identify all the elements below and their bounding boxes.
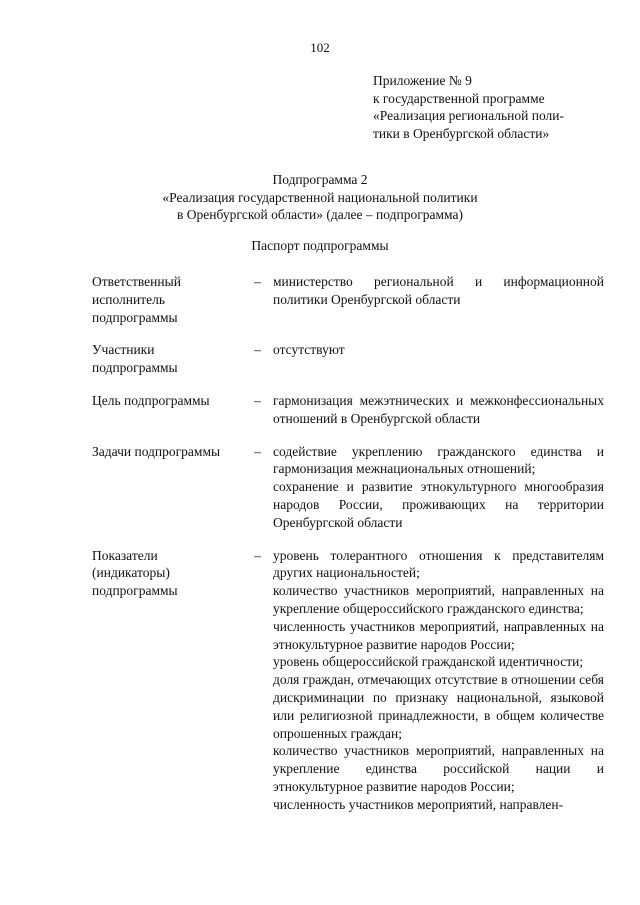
row-dash: – [254, 443, 261, 459]
value-paragraph: количество участников мероприятий, направленных на укрепление общероссийского гражданского единства; [273, 583, 604, 616]
subprogram-title [0, 171, 640, 224]
value-paragraph: количество участников мероприятий, направленных на укрепление единства российской нации и этнокультурное развитие народов России; [273, 743, 604, 794]
title-line: Подпрограмма 2 [272, 172, 368, 187]
value-paragraph: численность участников мероприятий, направлен- [273, 796, 564, 812]
title-line: «Реализация государственной национальной политики [162, 189, 478, 205]
row-label [92, 392, 242, 428]
passport-row-participants [92, 341, 604, 377]
passport-row-responsible [92, 273, 604, 326]
label-line: Ответственный [92, 274, 181, 289]
appendix-note [373, 72, 613, 142]
row-value [273, 443, 604, 532]
value-paragraph: численность участников мероприятий, направленных на этнокультурное развитие народов России; [273, 618, 604, 652]
label-line: подпрограммы [92, 309, 178, 325]
value-paragraph: министерство региональной и информационной политики Оренбургской области [273, 274, 604, 307]
label-line: исполнитель [92, 291, 165, 307]
value-paragraph: гармонизация межэтнических и межконфессиональных отношений в Оренбургской области [273, 392, 604, 426]
passport-row-tasks [92, 443, 604, 532]
row-label [92, 547, 242, 814]
appendix-line: Приложение № 9 [373, 73, 472, 88]
row-value [273, 341, 604, 377]
row-dash: – [254, 342, 261, 358]
row-label [92, 341, 242, 377]
row-value [273, 273, 604, 326]
value-paragraph: содействие укреплению гражданского единства и гармонизация межнациональных отношений; [273, 443, 604, 477]
label-line: (индикаторы) [92, 565, 170, 581]
page-number: 102 [310, 40, 330, 55]
row-label [92, 443, 242, 532]
row-label [92, 273, 242, 326]
row-value [273, 392, 604, 428]
value-paragraph: уровень общероссийской гражданской идентичности; [273, 654, 584, 670]
row-dash: – [254, 392, 261, 408]
passport-title: Паспорт подпрограммы [251, 238, 389, 253]
appendix-line: «Реализация региональной поли- [373, 108, 564, 123]
appendix-line: тики в Оренбургской области» [373, 125, 550, 141]
label-line: Цель подпрограммы [92, 392, 210, 408]
label-line: подпрограммы [92, 583, 178, 599]
appendix-line: к государственной программе [373, 90, 545, 106]
label-line: Показатели [92, 547, 158, 563]
value-paragraph: сохранение и развитие этнокультурного многообразия народов России, проживающих на территории Оренбургской области [273, 479, 604, 530]
row-value [273, 547, 604, 814]
passport-row-indicators [92, 547, 604, 814]
value-paragraph: доля граждан, отмечающих отсутствие в отношении себя дискриминации по признаку национальной, языковой или религиозной принадлежности, в общем количестве опрошенных граждан; [273, 672, 604, 741]
value-paragraph: отсутствуют [273, 342, 345, 358]
title-line: в Оренбургской области» (далее – подпрограмма) [177, 207, 463, 222]
row-dash: – [254, 274, 261, 289]
passport-row-goal [92, 392, 604, 428]
passport-table [92, 273, 604, 829]
label-line: Участники [92, 342, 155, 358]
label-line: подпрограммы [92, 360, 178, 376]
row-dash: – [254, 547, 261, 563]
value-paragraph: уровень толерантного отношения к представителям других национальностей; [273, 547, 604, 581]
label-line: Задачи подпрограммы [92, 443, 221, 459]
